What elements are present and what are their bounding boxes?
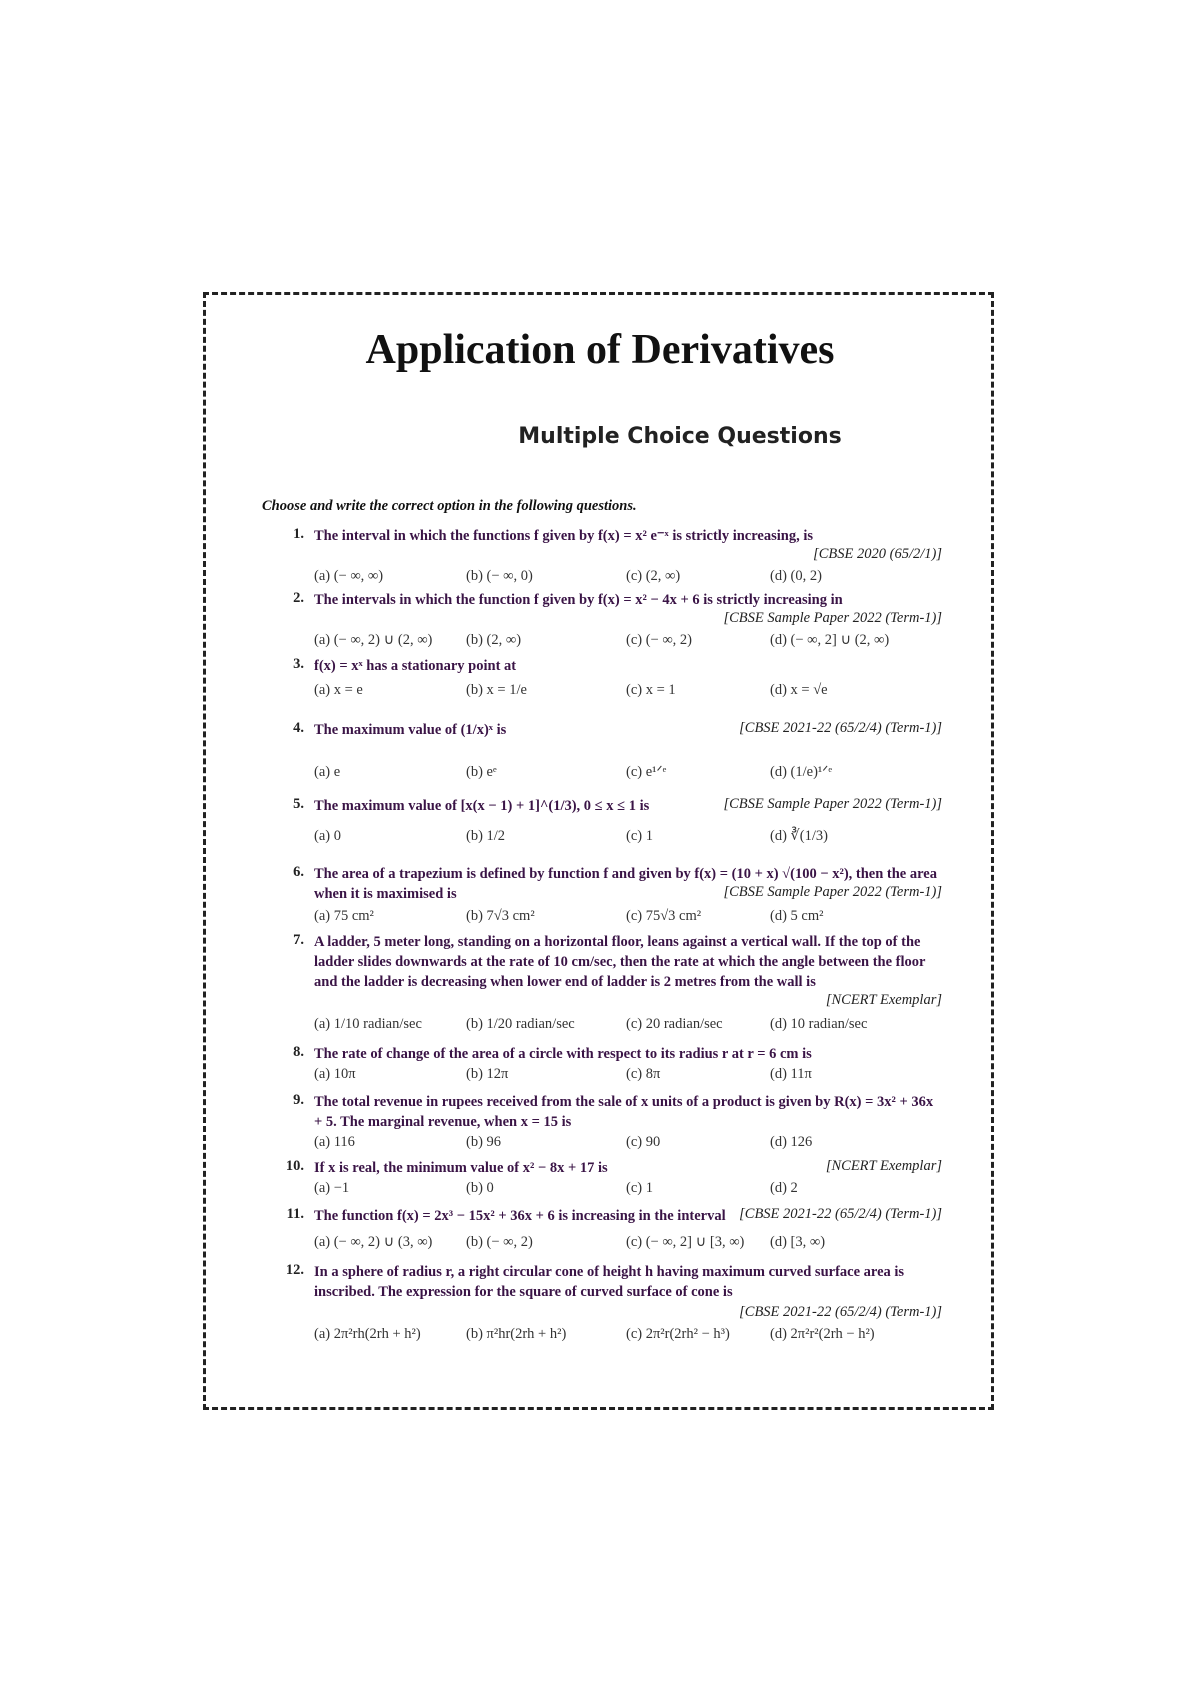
question-text: A ladder, 5 meter long, standing on a horizontal floor, leans against a vertical wall. If the top of the ladder slides downwards at the rate of 10 cm/sec, then the rate at which the angle between the floor and the ladder is decreasing when lower end of ladder is 2 metres from the wall is — [314, 934, 926, 990]
question-text: In a sphere of radius r, a right circular cone of height h having maximum curved surface area is inscribed. The expression for the square of curved surface of cone is — [314, 1264, 905, 1300]
option-d: (d) 2 — [770, 1180, 798, 1196]
option-b: (b) 7√3 cm² — [466, 908, 535, 924]
option-a: (a) 75 cm² — [314, 908, 374, 924]
option-b: (b) (− ∞, 0) — [466, 568, 533, 584]
question-source: [CBSE Sample Paper 2022 (Term-1)] — [715, 884, 942, 901]
options-row — [314, 1066, 942, 1086]
option-c: (c) e¹ᐟᵉ — [626, 764, 667, 780]
options-row — [314, 1326, 942, 1346]
instruction-text: Choose and write the correct option in the following questions. — [262, 498, 637, 514]
option-b: (b) eᵉ — [466, 764, 497, 780]
question-source: [NCERT Exemplar] — [825, 992, 942, 1008]
option-c: (c) x = 1 — [626, 682, 676, 698]
option-d: (d) [3, ∞) — [770, 1234, 826, 1250]
option-b: (b) 0 — [466, 1180, 494, 1196]
question-source: [CBSE 2021-22 (65/2/4) (Term-1)] — [733, 1206, 942, 1223]
option-a: (a) (− ∞, 2) ∪ (3, ∞) — [314, 1234, 433, 1250]
option-c: (c) 1 — [626, 828, 653, 844]
options-row — [314, 1234, 942, 1254]
option-b: (b) x = 1/e — [466, 682, 527, 698]
option-b: (b) 12π — [466, 1066, 509, 1082]
question-9 — [282, 1092, 942, 1156]
option-a: (a) e — [314, 764, 341, 780]
options-row — [314, 764, 942, 784]
option-a: (a) 10π — [314, 1066, 356, 1082]
option-d: (d) 11π — [770, 1066, 812, 1082]
option-a: (a) 116 — [314, 1134, 355, 1150]
option-d: (d) (− ∞, 2] ∪ (2, ∞) — [770, 632, 890, 648]
option-a: (a) x = e — [314, 682, 363, 698]
question-number: 11. — [286, 1206, 304, 1222]
option-c: (c) 8π — [626, 1066, 661, 1082]
options-row — [314, 632, 942, 652]
option-c: (c) 75√3 cm² — [626, 908, 702, 924]
question-text: The interval in which the functions f given by f(x) = x² e⁻ˣ is strictly increasing, is — [314, 528, 814, 544]
question-source: [CBSE 2021-22 (65/2/4) (Term-1)] — [739, 720, 942, 736]
question-text: The maximum value of (1/x)ˣ is — [314, 722, 507, 738]
option-c: (c) (− ∞, 2) — [626, 632, 693, 648]
options-row — [314, 682, 942, 702]
question-number: 10. — [285, 1158, 304, 1174]
question-number: 3. — [293, 656, 304, 672]
question-2 — [282, 590, 942, 650]
options-row — [314, 1180, 942, 1200]
option-c: (c) 20 radian/sec — [626, 1016, 723, 1032]
question-text: The rate of change of the area of a circle with respect to its radius r at r = 6 cm is — [314, 1046, 812, 1062]
question-number: 4. — [293, 720, 304, 736]
option-a: (a) (− ∞, 2) ∪ (2, ∞) — [314, 632, 433, 648]
question-text: f(x) = xˣ has a stationary point at — [314, 658, 517, 674]
option-d: (d) 10 radian/sec — [770, 1016, 868, 1032]
option-b: (b) 1/2 — [466, 828, 506, 844]
question-number: 1. — [293, 526, 304, 542]
options-row — [314, 568, 942, 588]
options-row — [314, 1016, 942, 1036]
option-c: (c) 1 — [626, 1180, 653, 1196]
section-subtitle: Multiple Choice Questions — [518, 424, 842, 449]
option-a: (a) (− ∞, ∞) — [314, 568, 384, 584]
question-number: 5. — [293, 796, 304, 812]
question-source: [CBSE Sample Paper 2022 (Term-1)] — [723, 796, 942, 812]
question-number: 8. — [293, 1044, 304, 1060]
question-number: 6. — [293, 864, 304, 880]
question-number: 2. — [293, 590, 304, 606]
question-text: If x is real, the minimum value of x² − 8x + 17 is — [314, 1160, 608, 1176]
question-11 — [282, 1206, 942, 1254]
option-b: (b) (2, ∞) — [466, 632, 522, 648]
question-text: The area of a trapezium is defined by function f and given by f(x) = (10 + x) √(100 − x²), then the area when it is maximised is — [314, 866, 937, 902]
options-row — [314, 828, 942, 848]
question-7 — [282, 932, 942, 1036]
option-a: (a) −1 — [314, 1180, 350, 1196]
question-text: The total revenue in rupees received from the sale of x units of a product is given by R(x) = 3x² + 36x + 5. The marginal revenue, when x = 15 is — [314, 1094, 934, 1130]
options-row — [314, 908, 942, 928]
option-c: (c) 90 — [626, 1134, 661, 1150]
option-d: (d) ∛(1/3) — [770, 828, 828, 844]
question-number: 12. — [285, 1262, 304, 1278]
question-text: The function f(x) = 2x³ − 15x² + 36x + 6 is increasing in the interval — [314, 1208, 726, 1224]
option-c: (c) 2π²r(2rh² − h³) — [626, 1326, 730, 1342]
options-row — [314, 1134, 942, 1154]
option-b: (b) 96 — [466, 1134, 502, 1150]
question-5 — [282, 796, 942, 846]
option-d: (d) x = √e — [770, 682, 828, 698]
option-b: (b) (− ∞, 2) — [466, 1234, 533, 1250]
question-source: [NCERT Exemplar] — [825, 1158, 942, 1174]
option-a: (a) 1/10 radian/sec — [314, 1016, 422, 1032]
question-10 — [282, 1158, 942, 1202]
question-8 — [282, 1044, 942, 1088]
question-number: 7. — [293, 932, 304, 948]
question-number: 9. — [293, 1092, 304, 1108]
question-4 — [282, 720, 942, 780]
option-d: (d) 2π²r²(2rh − h²) — [770, 1326, 875, 1342]
option-b: (b) π²hr(2rh + h²) — [466, 1326, 567, 1342]
question-text: The intervals in which the function f given by f(x) = x² − 4x + 6 is strictly increasing in — [314, 592, 843, 608]
option-c: (c) (2, ∞) — [626, 568, 681, 584]
question-6 — [282, 864, 942, 928]
option-c: (c) (− ∞, 2] ∪ [3, ∞) — [626, 1234, 745, 1250]
option-d: (d) (0, 2) — [770, 568, 822, 584]
option-a: (a) 0 — [314, 828, 341, 844]
option-a: (a) 2π²rh(2rh + h²) — [314, 1326, 421, 1342]
question-1 — [282, 526, 942, 586]
page-title: Application of Derivatives — [365, 327, 835, 373]
question-source: [CBSE Sample Paper 2022 (Term-1)] — [723, 610, 942, 626]
option-b: (b) 1/20 radian/sec — [466, 1016, 575, 1032]
option-d: (d) 126 — [770, 1134, 813, 1150]
option-d: (d) (1/e)¹ᐟᵉ — [770, 764, 833, 780]
question-12 — [282, 1262, 942, 1348]
question-3 — [282, 656, 942, 706]
question-source: [CBSE 2021-22 (65/2/4) (Term-1)] — [739, 1304, 942, 1320]
option-d: (d) 5 cm² — [770, 908, 824, 924]
question-source: [CBSE 2020 (65/2/1)] — [813, 546, 942, 562]
question-text: The maximum value of [x(x − 1) + 1]^(1/3), 0 ≤ x ≤ 1 is — [314, 798, 650, 814]
